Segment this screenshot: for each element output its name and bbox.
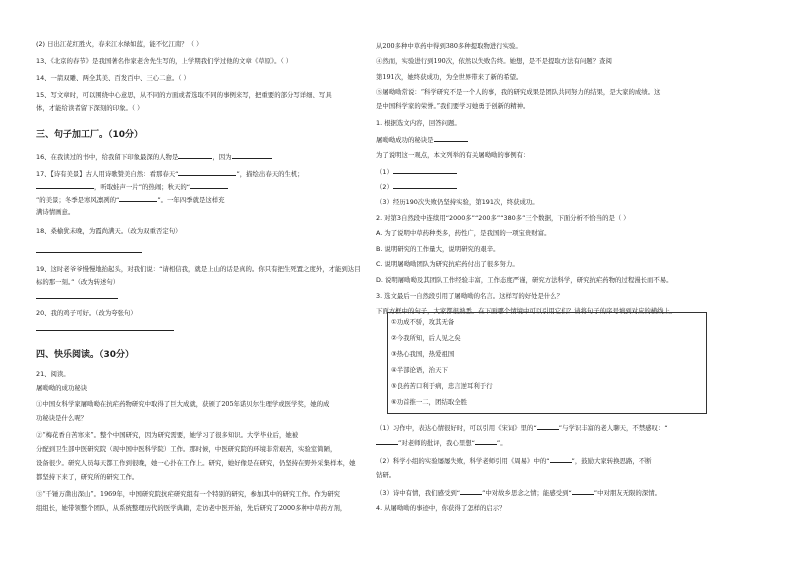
question-2: 2. 对第3自然段中连续用“2000多”“200多”“380多”三个数据，下面分析不恰当的是（ ） [376, 214, 630, 222]
answer-line[interactable] [36, 298, 118, 299]
question-20: 20、我的鸡子可好。（改为夸张句） [36, 309, 137, 317]
scenario-3: （3）诗中有情，我们感受到“ ”中对故乡思念之情；能感受到“ ”中对朋友无限的深情。 [376, 489, 661, 497]
passage-line: ③“千锤万凿出深山”。1969年，中国研究院抗疟研究组有一个特别的研究，参加其中的研究工作。作为研究 [36, 490, 340, 498]
question-1e: （3）经历190次失败仍坚持实验，第191次，终获成功。 [376, 198, 539, 206]
passage-title: 屠呦呦的成功秘诀 [36, 384, 88, 392]
answer-blank[interactable] [434, 135, 468, 142]
passage-line: 设备很少。研究人员每天都工作到很晚，她一心扑在工作上。研究，她好像是在研究，仍坚持在野外采集样本，她 [36, 459, 356, 467]
judge-item-14: 14、一箭双雕、两全其美、百发百中、三心二意。（ ） [36, 74, 190, 82]
scenario-1-line2: ”对老师的批评，我心里想“ ”。 [376, 438, 507, 447]
quote-item: ②今我所知，后人见之矣 [391, 334, 461, 342]
passage-line: 都坚持下来了，研究所的研究工作。 [36, 473, 139, 481]
question-17-line1: 17、【诗有美景】古人用诗歌赞美自然：看那春天“ ”，描绘出春天的生机； [36, 170, 304, 178]
question-1a: 屠呦呦成功的秘诀是 [376, 135, 468, 144]
option-c: C. 说明屠呦呦团队为研究抗疟药付出了很多努力。 [376, 260, 519, 268]
section-4-title: 四、快乐阅读。（30分） [36, 350, 135, 360]
option-a: A. 为了说明中草药种类多，药性广，是我国的一项宝贵财富。 [376, 229, 551, 237]
quote-item: ③热心我国，热爱祖国 [391, 350, 455, 358]
judge-item-15-cont: 体，才能给读者留下深刻的印象。（ ） [36, 104, 144, 112]
scenario-2-line1: （2）科学小组的实验屡屡失败，科学老师引用《周易》中的“ ”，鼓励大家转换思路，不断 [376, 457, 652, 465]
answer-blank[interactable] [572, 488, 594, 495]
question-19-line1: 19、这时老爷爷慢慢地抬起头，对我们说：“请相信我，就是上山的话是真的。你只有把生死置之度外，才能到达目 [36, 265, 361, 273]
question-3-intro: 下面方框中的句子，大家都很熟悉。在下面哪个情境中可以引用它们？请将句子的序号填到对应的横线上。 [376, 307, 677, 315]
question-1b: 为了说明这一观点，本文列举的有关屠呦呦的事例有： [376, 151, 530, 159]
passage-line: 功秘诀是什么呢？ [36, 414, 88, 422]
question-16: 16、在我读过的书中，给我留下印象最深的人物是 ，因为 [36, 152, 272, 161]
question-17-line2: ，听取蛙声一片”的热闹；秋天的“ [36, 182, 228, 191]
option-d: D. 说明屠呦呦及其团队工作经验丰富，工作态度严谨，研究方法科学，研究抗疟药物的过程漫长而不易。 [376, 276, 673, 284]
question-1d: （2） [376, 182, 457, 191]
answer-blank[interactable] [460, 488, 482, 495]
answer-blank[interactable] [393, 167, 457, 174]
question-17-line4: 满诗情画意。 [36, 208, 75, 216]
answer-blank[interactable] [119, 195, 157, 202]
answer-blank[interactable] [475, 438, 497, 445]
question-19-line2: 标的那一刻。”（改为转述句） [36, 278, 120, 286]
question-4: 4. 从屠呦呦的事迹中，你获得了怎样的启示？ [376, 504, 506, 512]
answer-blank[interactable] [190, 182, 228, 189]
question-3: 3. 选文最后一自然段引用了屠呦呦的名言。这样写的好处是什么？ [376, 292, 564, 300]
answer-blank[interactable] [36, 182, 94, 189]
quotes-box [387, 312, 707, 414]
section-3-title: 三、句子加工厂。（10分） [36, 130, 144, 140]
quote-item: ⑤良药苦口利于病，忠言逆耳利于行 [391, 382, 493, 390]
passage-line: ⑤屠呦呦常说：“科学研究不是一个人的事，我的研究成果是团队共同努力的结果，是大家的成绩。这 [376, 88, 661, 96]
answer-line[interactable] [36, 252, 142, 253]
question-1c: （1） [376, 167, 457, 176]
passage-line: 第191次，她终获成功，为全世界带来了新的希望。 [376, 73, 523, 81]
quote-item: ④半部论语，治天下 [391, 366, 448, 374]
passage-line: 是中国科学家的荣誉。”我们要学习她勇于创新的精神。 [376, 102, 530, 110]
answer-blank[interactable] [232, 152, 272, 159]
passage-line: 组组长，她带领整个团队，从系统整理历代的医学典籍，走访老中医开始，先后研究了2000多种中草药方剂， [36, 504, 347, 512]
answer-blank[interactable] [376, 438, 398, 445]
judge-item-13: 13、《北京的春节》是我国著名作家老舍先生写的，上学期我们学过他的文章《草原》。（ ） [36, 57, 293, 65]
passage-line: ①中国女科学家屠呦呦在抗疟药物研究中取得了巨大成就，获颁了205年诺贝尔生理学或医学奖，她的成 [36, 400, 330, 408]
answer-blank[interactable] [537, 423, 559, 430]
answer-line[interactable] [36, 330, 174, 331]
answer-blank[interactable] [550, 456, 572, 463]
scenario-1-line1: （1）习作中，表达心情很好时，可以引用《宋词》里的“ ”与学识丰富的老人聊天，不禁感叹：“ [376, 424, 668, 432]
passage-line: ④然而，实验进行到190次，依然以失败告终。她想，是不是提取方法有问题？查阅 [376, 57, 612, 65]
question-18: 18、桑榆犹未晚，为霞尚满天。（改为双重否定句） [36, 227, 182, 235]
quote-item: ⑥功首推一二，团结取全胜 [391, 398, 468, 406]
passage-line: 分配到卫生部中医研究院（现中国中医科学院）工作。那时候，中医研究院的环境非常艰苦，实验室简陋， [36, 445, 337, 453]
question-21: 21、阅读。 [36, 370, 70, 378]
judge-item-12-2: (2) 日出江花红胜火，春来江水绿如蓝，能不忆江南？（ ） [36, 40, 203, 48]
question-1: 1. 根据选文内容，回答问题。 [376, 119, 461, 127]
answer-blank[interactable] [178, 169, 236, 176]
answer-blank[interactable] [393, 182, 457, 189]
option-b: B. 说明研究的工作量大，说明研究的艰辛。 [376, 245, 500, 253]
passage-line: ②“梅花香自苦寒来”。整个中国研究，因为研究需要，她学习了很多知识。大学毕业后，她被 [36, 431, 299, 439]
answer-blank[interactable] [178, 152, 212, 159]
judge-item-15: 15、写文章时，可以围绕中心意思，从不同的方面或者选取不同的事例来写，把重要的部分写详细、写具 [36, 91, 332, 99]
passage-line: 从200多种中草药中得到380多种提取物进行实验。 [376, 42, 522, 50]
question-17-line3: ”的美景；冬季是寒风凛冽的“ ”。一年四季就是这样充 [36, 196, 225, 204]
quote-item: ①功成不骄，攻其无备 [391, 318, 455, 326]
scenario-2-line2: 钻研。 [376, 471, 396, 479]
